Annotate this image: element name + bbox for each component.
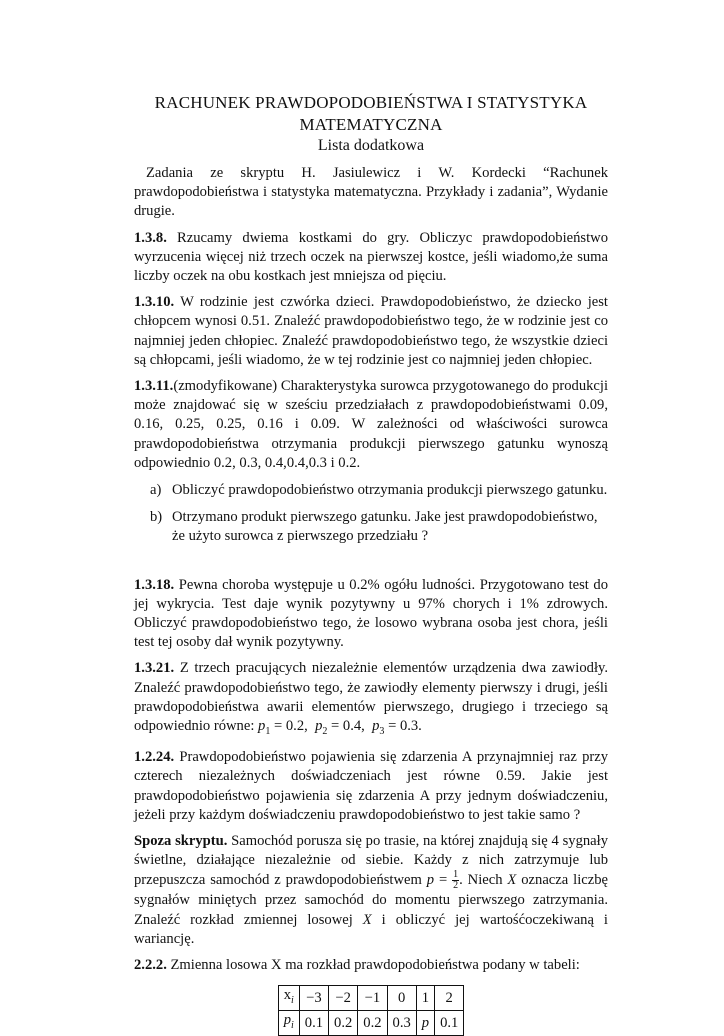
problem-1-3-21: 1.3.21. Z trzech pracujących niezależnie elementów urządzenia dwa zawiodły. Znaleźć prawdopodobieństwo tego, że zawiodły elementy pierwszy i drugi, jeśli prawdopodobieństwa awarii elementów pierwszego, drugiego i trzeciego są odpowiednio równe: $p_1 = 0.2$, $p_2 = 0.4$, $p_3 = 0.3$. (134, 660, 608, 737)
table-cell: 0.2 (358, 1011, 387, 1036)
problem-number: 2.2.2. (134, 957, 167, 974)
table-cell: 2 (435, 986, 464, 1011)
list-text: Otrzymano produkt pierwszego gatunku. Jake jest prawdopodobieństwo, że użyto surowca z pierwszego przedziału ? (172, 509, 598, 545)
problem-1-3-18 (134, 576, 608, 653)
table-cell: 0 (387, 986, 416, 1011)
problem-1-3-10 (134, 293, 608, 370)
table-cell: 0.3 (387, 1011, 416, 1036)
problem-spoza-skryptu: Spoza skryptu. Samochód porusza się po trasie, na której znajdują się 4 sygnały świetlne, działające niezależnie od siebie. Każdy z nich zatrzymuje lub przepuszcza samochód z prawdopodobieństwem p = $\frac{1}{2}$ . Niech X oznacza liczbę sygnałów miniętych przez samochód do momentu pierwszego zatrzymania. Znaleźć rozkład zmiennej losowej X i obliczyć jej wartośćoczekiwaną i wariancję. (134, 833, 608, 947)
fraction: $\frac{1}{2}$ (453, 869, 459, 892)
title-line-2: MATEMATYCZNA (299, 115, 443, 134)
document-page (134, 92, 608, 1036)
problem-text: Z trzech pracujących niezależnie elementów urządzenia dwa zawiodły. Znaleźć prawdopodobieństwo tego, że zawiodły elementy pierwszy i drugi, jeśli prawdopodobieństwa awarii elementów pierwszego, drugiego i trzeciego są odpowiednio równe: (134, 660, 608, 735)
title-line-1: RACHUNEK PRAWDOPODOBIEŃSTWA I STATYSTYKA (154, 93, 588, 112)
problem-number: 1.3.10. (134, 294, 175, 311)
table-cell-head: $p_i$ (278, 1011, 299, 1036)
problem-text: Pewna choroba występuje u 0.2% ogółu ludności. Przygotowano test do jej wykrycia. Test daje wynik pozytywny u 97% chorych i 1% zdrowych. Obliczyć prawdopodobieństwo tego, że losowo wybrana osoba jest chora, jeśli test tej osoby dał wynik pozytywny. (134, 576, 608, 651)
list-text: Obliczyć prawdopodobieństwo otrzymania produkcji pierwszego gatunku. (172, 482, 608, 499)
problem-2-2-2 (134, 956, 608, 975)
problem-text: Prawdopodobieństwo pojawienia się zdarzenia A przynajmniej raz przy czterech niezależnych doświadczeniach jest równe 0.59. Jakie jest prawdopodobieństwo pojawienia się zdarzenia A przy jednym doświadczeniu, jeżeli przy każdym doświadczeniu prawdopodobieństwo to jest takie samo ? (134, 749, 608, 823)
problem-1-3-11 (134, 377, 608, 473)
table-cell: 0.1 (435, 1011, 464, 1036)
table-cell-head: $x_i$ (278, 986, 299, 1011)
problem-number: 1.3.18. (134, 576, 175, 593)
table-row (278, 1011, 464, 1036)
list-label: a) (150, 482, 162, 499)
table-cell: p (416, 1011, 434, 1036)
page-title (134, 92, 608, 136)
problem-text: W rodzinie jest czwórka dzieci. Prawdopodobieństwo, że dziecko jest chłopcem wynosi 0.51. Znaleźć prawdopodobieństwo tego, że w rodzinie jest co najmniej jeden chłopiec. Znaleźć prawdopodobieństwo tego, że wszystkie dzieci są chłopcami, jeśli wiadomo, że w tej rodzinie jest co najmniej jeden chłopiec. (134, 294, 608, 368)
distribution-table (278, 985, 465, 1036)
problem-1-3-8 (134, 229, 608, 287)
problem-number: 1.3.21. (134, 660, 175, 677)
problem-text: Rzucamy dwiema kostkami do gry. Obliczyc prawdopodobieństwo wyrzucenia więcej niż trzech oczek na pierwszej kostce, jeśli wiadomo,że suma liczby oczek na obu kostkach jest mniejsza od pięciu. (134, 229, 608, 285)
page-subtitle: Lista dodatkowa (317, 137, 425, 154)
table-cell: 0.2 (329, 1011, 358, 1036)
problem-number: 1.3.11. (134, 378, 174, 395)
table-cell: −1 (358, 986, 387, 1011)
problem-text: Zmienna losowa X ma rozkład prawdopodobieństwa podany w tabeli: (170, 957, 580, 974)
list-item (134, 481, 608, 500)
list-item (134, 508, 608, 546)
problem-number: 1.3.8. (134, 229, 167, 246)
subquestion-list (134, 481, 608, 547)
table-cell: 1 (416, 986, 434, 1011)
table-row (278, 986, 464, 1011)
problem-text: (zmodyfikowane) Charakterystyka surowca przygotowanego do produkcji może znajdować się w sześciu przedziałach z prawdopodobieństwami 0.09, 0.16, 0.25, 0.25, 0.16 i 0.09. W zależności od właściwości surowca prawdopodobieństwa otrzymania produkcji pierwszego gatunku wynoszą odpowiednio 0.2, 0.3, 0.4,0.4,0.3 i 0.2. (134, 378, 608, 471)
problem-1-2-24 (134, 748, 608, 825)
problem-number: 1.2.24. (134, 749, 175, 766)
intro-paragraph: Zadania ze skryptu H. Jasiulewicz i W. Kordecki “Rachunek prawdopodobieństwa i statystyka matematyczna. Przykłady i zadania”, Wydanie drugie. (134, 165, 608, 220)
list-label: b) (150, 509, 163, 526)
table-cell: 0.1 (299, 1011, 328, 1036)
problem-number: Spoza skryptu. (134, 833, 228, 849)
table-cell: −2 (329, 986, 358, 1011)
table-cell: −3 (299, 986, 328, 1011)
